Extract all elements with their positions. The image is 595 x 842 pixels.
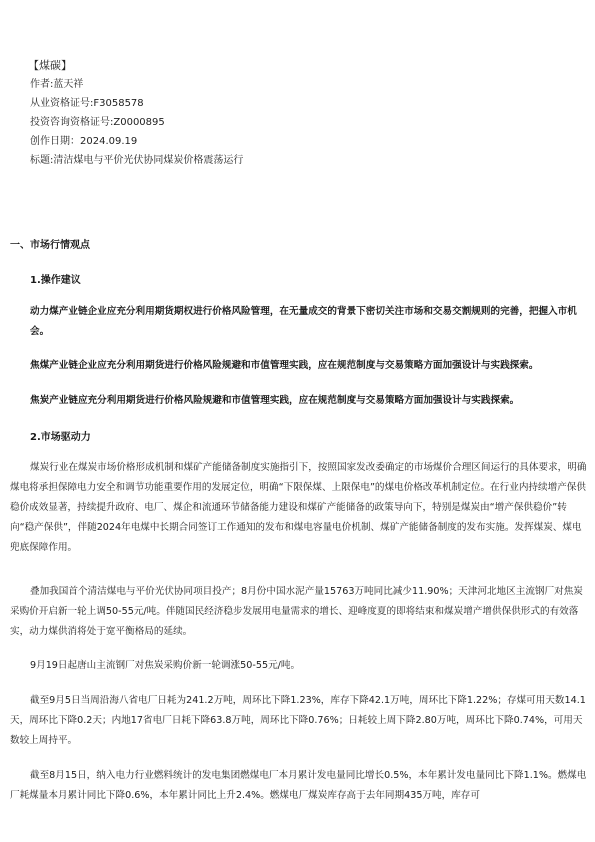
section-heading: 一、市场行情观点 [10,240,90,251]
driver-paragraph-1: 煤炭行业在煤炭市场价格形成机制和煤矿产能储备制度实施指引下，按照国家发改委确定的市场煤价合理区间运行的具体要求，明确煤电将承担保障电力安全和调节功能重要作用的发展定位，明确“下限保煤、上限保电”的煤电价格改革机制定位。在行业内持续增产保供稳价成效显著，持续提升政府、电厂、煤企和流通环节储备能力建设和煤矿产能储备的政策导向下，特别是煤炭由“增产保供稳价”转向“稳产保供”，伴随2024年电煤中长期合同签订工作通知的发布和煤电容量电价机制、煤矿产能储备制度的发布实施。发挥煤炭、煤电兜底保障作用。 [10,462,587,553]
driver-paragraph-3: 9月19日起唐山主流钢厂对焦炭采购价新一轮调涨50-55元/吨。 [30,660,301,671]
advice-coking-coal: 焦煤产业链企业应充分利用期货进行价格风险规避和市值管理实践，应在规范制度与交易策略方面加强设计与实践探索。 [30,360,539,371]
date-line: 创作日期：2024.09.19 [30,136,138,147]
consult-qualification-line: 投资咨询资格证号:Z0000895 [30,117,165,128]
author-line: 作者:蓝天祥 [30,79,84,90]
driver-paragraph-5: 截至8月15日，纳入电力行业燃料统计的发电集团燃煤电厂本月累计发电量同比增长0.5%，本年累计发电量同比下降1.1%。燃煤电厂耗煤量本月累计同比下降0.6%，本年累计同比上升2.4%。燃煤电厂煤炭库存高于去年同期435万吨，库存可 [10,770,587,801]
driver-paragraph-2: 叠加我国首个清洁煤电与平价光伏协同项目投产；8月份中国水泥产量15763万吨同比减少11.90%；天津河北地区主流钢厂对焦炭采购价开启新一轮上调50-55元/吨。伴随国民经济稳步发展用电量需求的增长、迎峰度夏的即将结束和煤炭增产增供保供形式的有效落实，动力煤供消将处于宽平衡格局的延续。 [10,586,583,637]
advice-coke: 焦炭产业链应充分利用期货进行价格风险规避和市值管理实践，应在规范制度与交易策略方面加强设计与实践探索。 [30,395,520,406]
driver-paragraph-4: 截至9月5日当周沿海八省电厂日耗为241.2万吨，周环比下降1.23%，库存下降42.1万吨，周环比下降1.22%；存煤可用天数14.1天，周环比下降0.2天；内地17省电厂日耗下降63.8万吨，周环比下降0.76%；日耗较上周下降2.80万吨，周环比下降0.74%，可用天数较上周持平。 [10,695,586,746]
document-header [30,56,243,170]
category-tag: 【煤碳】 [28,59,72,72]
qualification-line: 从业资格证号:F3058578 [30,98,144,109]
subsection-heading-operation: 1.操作建议 [30,275,81,286]
title-line: 标题:清洁煤电与平价光伏协同煤炭价格震荡运行 [30,155,244,166]
subsection-heading-drivers: 2.市场驱动力 [30,432,91,443]
advice-thermal-coal: 动力煤产业链企业应充分利用期货期权进行价格风险管理，在无量成交的背景下密切关注市场和交易交割规则的完善，把握入市机会。 [30,306,577,337]
